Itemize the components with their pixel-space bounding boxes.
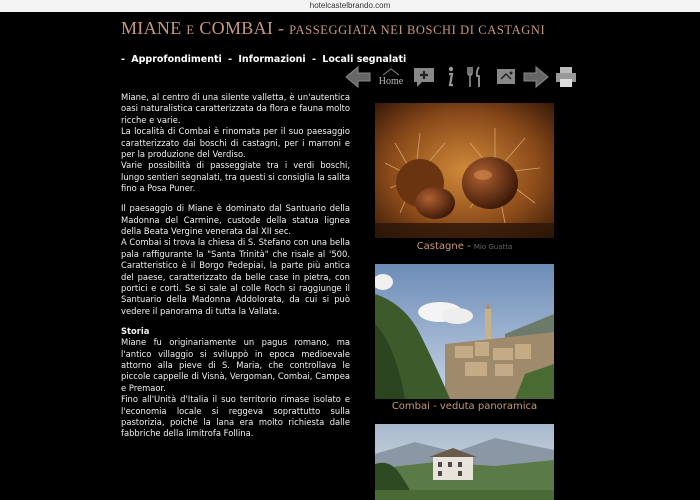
history-heading: Storia	[121, 325, 150, 336]
caption-separator: -	[467, 241, 471, 252]
title-dash: -	[278, 18, 285, 38]
nav-separator: -	[228, 54, 233, 65]
toolbar	[343, 63, 579, 93]
add-comment-icon[interactable]	[410, 63, 438, 91]
title-e: E	[186, 23, 195, 37]
info-icon[interactable]	[441, 63, 459, 91]
photo-chestnuts[interactable]	[375, 103, 554, 238]
paragraph-unita: Fino all'Unità d'Italia il suo territorio rimase isolato e l'economia locale si reggeva soprattutto sulla pastorizia, poiché la lana era molto richiesta dalle fabbriche della limitrofa Follina.	[121, 394, 350, 439]
paragraph-santo-stefano: A Combai si trova la chiesa di S. Stefano con una bella pala raffigurante la "Santa Trinità" che risale al '500. Caratteristico è il Borgo Pedepiai, la parte più antica del paese, caratterizzato da belle case in pietra, con portici e corti. Se si sale al colle Roch si raggiunge il Santuario della Madonna Addolorata, da cui si può vedere il panorama di tutta la Vallata.	[121, 237, 350, 316]
title-miane: MIANE	[121, 18, 182, 38]
home-label: Home	[378, 75, 404, 87]
home-icon	[382, 68, 400, 76]
paragraph-walks: Varie possibilità di passeggiate tra i verdi boschi, lungo sentieri segnalati, tra questi si consiglia la salita fino a Posa Puner.	[121, 160, 350, 194]
back-arrow-icon[interactable]	[343, 63, 373, 91]
print-icon[interactable]	[553, 63, 579, 91]
nav-link-locali-segnalati[interactable]: Locali segnalati	[322, 54, 407, 65]
photo-combai-caption: Combai - veduta panoramica	[391, 401, 538, 412]
restaurant-icon[interactable]	[465, 63, 485, 91]
paragraph-santuario: Il paesaggio di Miane è dominato dal Santuario della Madonna del Carmine, custode della statua lignea della Beata Vergine venerata dal XII sec.	[121, 203, 350, 236]
title-combai: COMBAI	[199, 18, 274, 38]
paragraph-landmarks	[121, 203, 350, 317]
paragraph-miane-intro: Miane, al centro di una silente valletta, è un'autentica oasi naturalistica caratterizzata da flora e fauna molto ricche e varie.	[121, 92, 350, 125]
nav-separator: -	[121, 54, 125, 65]
paragraph-pagus: Miane fu originariamente un pagus romano, ma l'antico villaggio si sviluppò in epoca medioevale attorno alla pieve di S. Maria, che controllava le piccole cappelle di Visnà, Vergoman, Combai, Campea e Premaor.	[121, 337, 350, 393]
nav-link-informazioni[interactable]: Informazioni	[238, 54, 306, 65]
caption-castagne: Castagne	[416, 241, 464, 252]
photo-chestnuts-caption	[375, 241, 554, 252]
paragraph-history	[121, 326, 350, 440]
article-content	[121, 92, 350, 440]
paragraph-combai: La località di Combai è rinomata per il suo paesaggio caratterizzato dai boschi di castagni, per i marroni e per la produzione del Verdiso.	[121, 126, 350, 160]
photo-combai-panorama[interactable]	[375, 264, 554, 399]
title-subtitle: PASSEGGIATA NEI BOSCHI DI CASTAGNI	[289, 23, 546, 37]
paragraph-intro	[121, 92, 350, 195]
photo-countryside-house[interactable]	[375, 424, 554, 500]
postcard-icon[interactable]	[493, 63, 519, 91]
browser-url-bar: hotelcastelbrando.com	[0, 0, 700, 12]
nav-separator: -	[312, 54, 316, 65]
page-title	[121, 18, 601, 39]
nav-link-approfondimenti[interactable]: Approfondimenti	[131, 54, 222, 65]
home-button[interactable]	[374, 63, 408, 91]
forward-arrow-icon[interactable]	[521, 63, 551, 91]
photo-credit: Mio Guatta	[473, 243, 513, 251]
